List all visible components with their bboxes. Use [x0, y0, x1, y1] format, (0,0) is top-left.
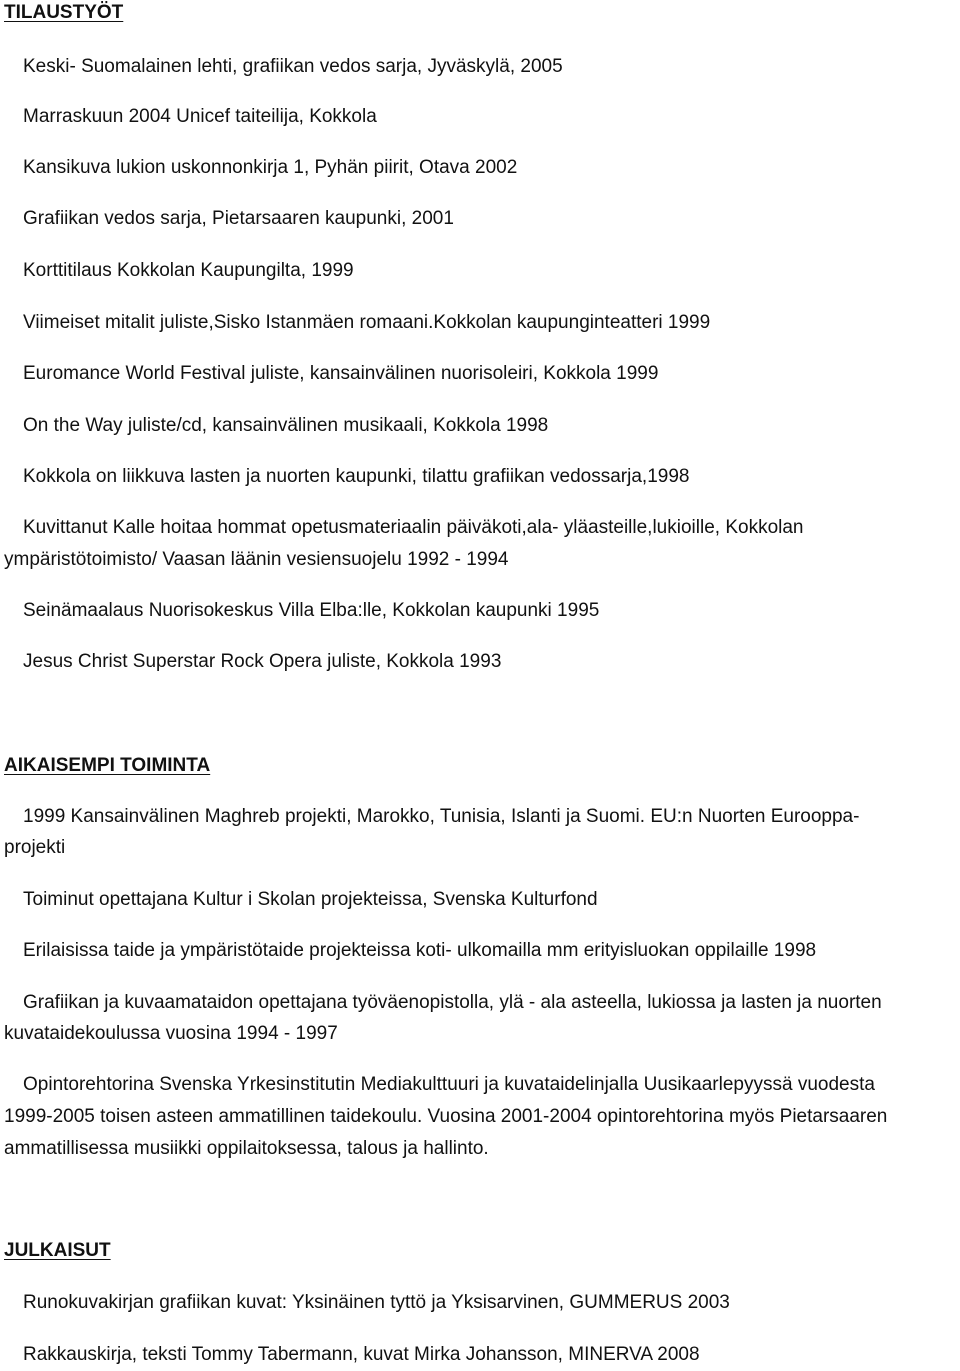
list-item: Toiminut opettajana Kultur i Skolan projekteissa, Svenska Kulturfond [23, 889, 598, 910]
list-item-continuation: ympäristötoimisto/ Vaasan läänin vesiensuojelu 1992 - 1994 [4, 549, 509, 570]
list-item: Kokkola on liikkuva lasten ja nuorten kaupunki, tilattu grafiikan vedossarja,1998 [23, 466, 690, 487]
list-item-continuation: 1999-2005 toisen asteen ammatillinen taidekoulu. Vuosina 2001-2004 opintorehtorina myös Pietarsaaren [4, 1106, 888, 1127]
list-item: Runokuvakirjan grafiikan kuvat: Yksinäinen tyttö ja Yksisarvinen, GUMMERUS 2003 [23, 1292, 730, 1313]
list-item: Kuvittanut Kalle hoitaa hommat opetusmateriaalin päiväkoti,ala- yläasteille,lukioille, Kokkolan [23, 517, 804, 538]
list-item: Grafiikan vedos sarja, Pietarsaaren kaupunki, 2001 [23, 208, 454, 229]
list-item: Rakkauskirja, teksti Tommy Tabermann, kuvat Mirka Johansson, MINERVA 2008 [23, 1344, 700, 1365]
list-item: Viimeiset mitalit juliste,Sisko Istanmäen romaani.Kokkolan kaupunginteatteri 1999 [23, 312, 711, 333]
list-item: Marraskuun 2004 Unicef taiteilija, Kokkola [23, 106, 377, 127]
list-item-continuation: projekti [4, 837, 66, 858]
list-item-continuation: ammatillisessa musiikki oppilaitoksessa, talous ja hallinto. [4, 1138, 489, 1159]
section-heading-tilaustyot: TILAUSTYÖT [4, 2, 124, 23]
list-item: Euromance World Festival juliste, kansainvälinen nuorisoleiri, Kokkola 1999 [23, 363, 659, 384]
list-item: Kansikuva lukion uskonnonkirja 1, Pyhän piirit, Otava 2002 [23, 157, 518, 178]
section-heading-julkaisut: JULKAISUT [4, 1240, 111, 1261]
list-item: 1999 Kansainvälinen Maghreb projekti, Marokko, Tunisia, Islanti ja Suomi. EU:n Nuorten Eurooppa- [23, 806, 860, 827]
list-item: Korttitilaus Kokkolan Kaupungilta, 1999 [23, 260, 354, 281]
list-item: Opintorehtorina Svenska Yrkesinstitutin Mediakulttuuri ja kuvataidelinjalla Uusikaarlepyyssä vuodesta [23, 1074, 875, 1095]
list-item-continuation: kuvataidekoulussa vuosina 1994 - 1997 [4, 1023, 338, 1044]
list-item: Keski- Suomalainen lehti, grafiikan vedos sarja, Jyväskylä, 2005 [23, 56, 563, 77]
list-item: Seinämaalaus Nuorisokeskus Villa Elba:lle, Kokkolan kaupunki 1995 [23, 600, 600, 621]
list-item: Jesus Christ Superstar Rock Opera juliste, Kokkola 1993 [23, 651, 502, 672]
section-heading-aikaisempi-toiminta: AIKAISEMPI TOIMINTA [4, 755, 211, 776]
list-item: On the Way juliste/cd, kansainvälinen musikaali, Kokkola 1998 [23, 415, 549, 436]
list-item: Grafiikan ja kuvaamataidon opettajana työväenopistolla, ylä - ala asteella, lukiossa ja lasten ja nuorten [23, 992, 882, 1013]
list-item: Erilaisissa taide ja ympäristötaide projekteissa koti- ulkomailla mm erityisluokan oppilaille 1998 [23, 940, 817, 961]
